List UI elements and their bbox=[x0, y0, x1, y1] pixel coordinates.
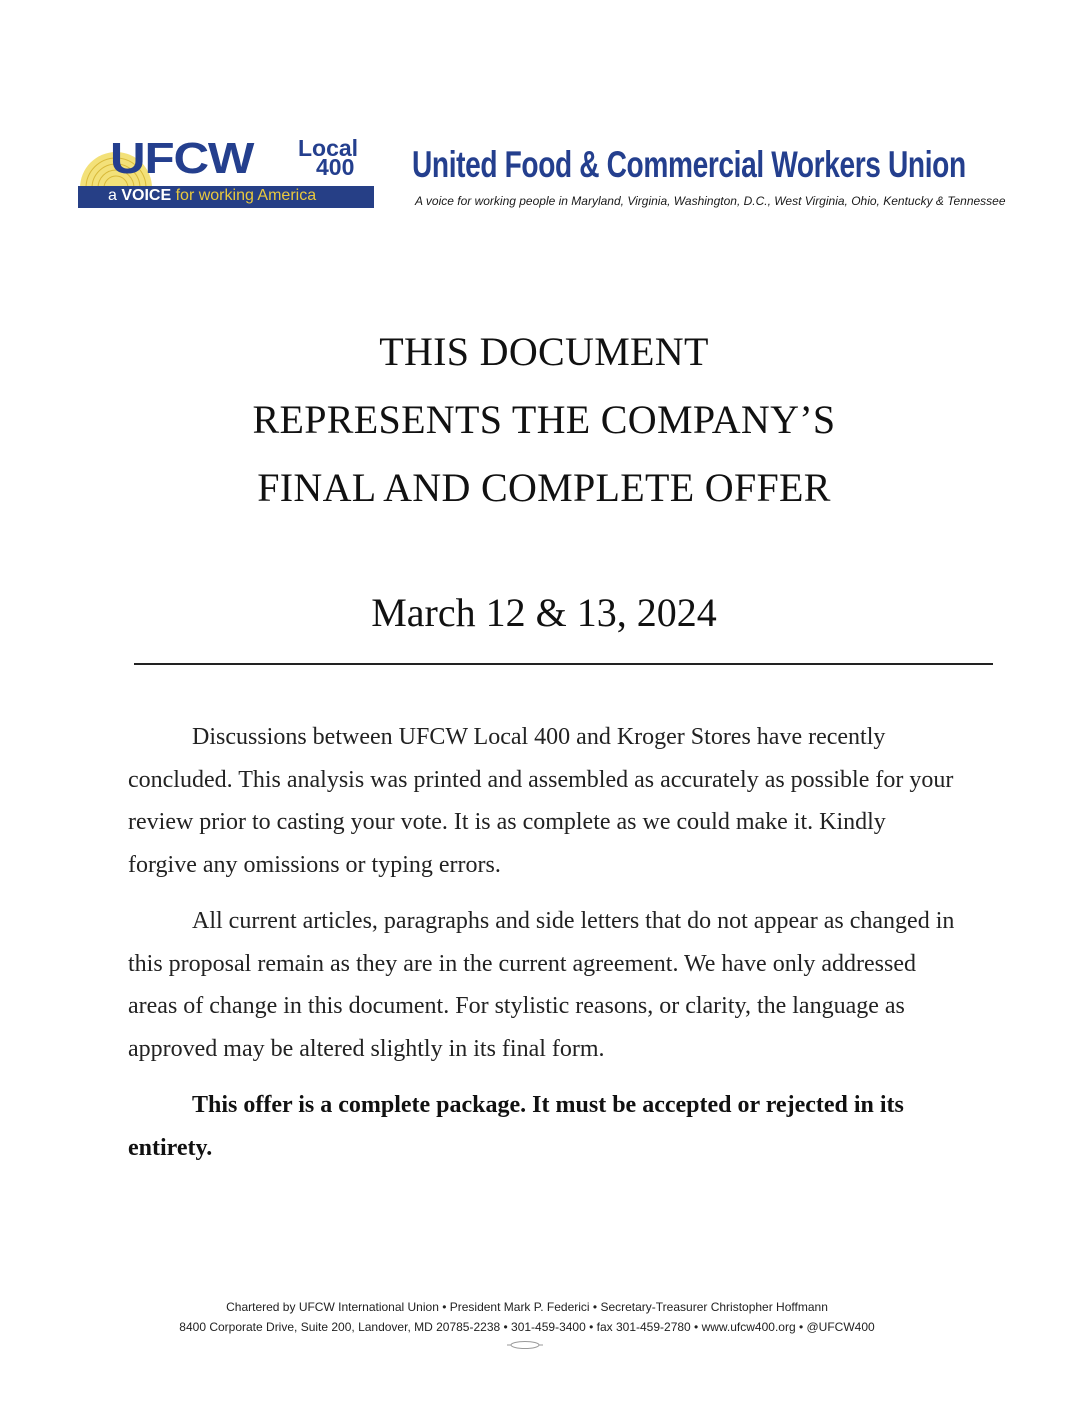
tagline-prefix: a bbox=[108, 187, 117, 204]
footer-charter-line: Chartered by UFCW International Union • President Mark P. Federici • Secretary-Treasurer Christopher Hoffmann bbox=[226, 1300, 828, 1314]
footer bbox=[0, 1297, 1054, 1337]
paragraph-current-articles: All current articles, paragraphs and side letters that do not appear as changed in this proposal remain as they are in the current agreement. We have only addressed areas of change in this document. For stylistic reasons, or clarity, the language as approved may be altered slightly in its final form. bbox=[128, 908, 955, 1062]
tagline-voice: VOICE bbox=[121, 187, 172, 204]
paragraph-complete-package: This offer is a complete package. It must be accepted or rejected in its entirety. bbox=[128, 1092, 904, 1161]
footer-address-line: 8400 Corporate Drive, Suite 200, Landover, MD 20785-2238 • 301-459-3400 • fax 301-459-2780 • www.ufcw400.org • @UFCW400 bbox=[179, 1320, 875, 1334]
logo-tagline bbox=[108, 185, 316, 207]
body-text bbox=[128, 716, 958, 1183]
union-bug-icon bbox=[505, 1340, 545, 1350]
offer-date: March 12 & 13, 2024 bbox=[371, 590, 717, 635]
title-line-3: FINAL AND COMPLETE OFFER bbox=[257, 465, 831, 510]
title-line-2: REPRESENTS THE COMPANY’S bbox=[252, 397, 836, 442]
title-line-1: THIS DOCUMENT bbox=[379, 329, 709, 374]
union-subtitle: A voice for working people in Maryland, Virginia, Washington, D.C., West Virginia, Ohio, Kentucky & Tennessee bbox=[415, 194, 1006, 208]
paragraph-discussions: Discussions between UFCW Local 400 and Kroger Stores have recently concluded. This analysis was printed and assembled as accurately as possible for your review prior to casting your vote. It is as complete as we could make it. Kindly forgive any omissions or typing errors. bbox=[128, 724, 954, 878]
logo-local-label: Local bbox=[298, 135, 359, 161]
logo-local-number: 400 bbox=[316, 154, 355, 180]
logo-wordmark: UFCW bbox=[110, 134, 254, 183]
tagline-rest: for working America bbox=[175, 187, 317, 204]
letterhead bbox=[78, 134, 1018, 213]
union-name: United Food & Commercial Workers Union bbox=[412, 144, 966, 185]
document-title bbox=[0, 318, 1088, 522]
horizontal-divider bbox=[134, 663, 993, 665]
ufcw-local-400-logo bbox=[78, 134, 374, 208]
